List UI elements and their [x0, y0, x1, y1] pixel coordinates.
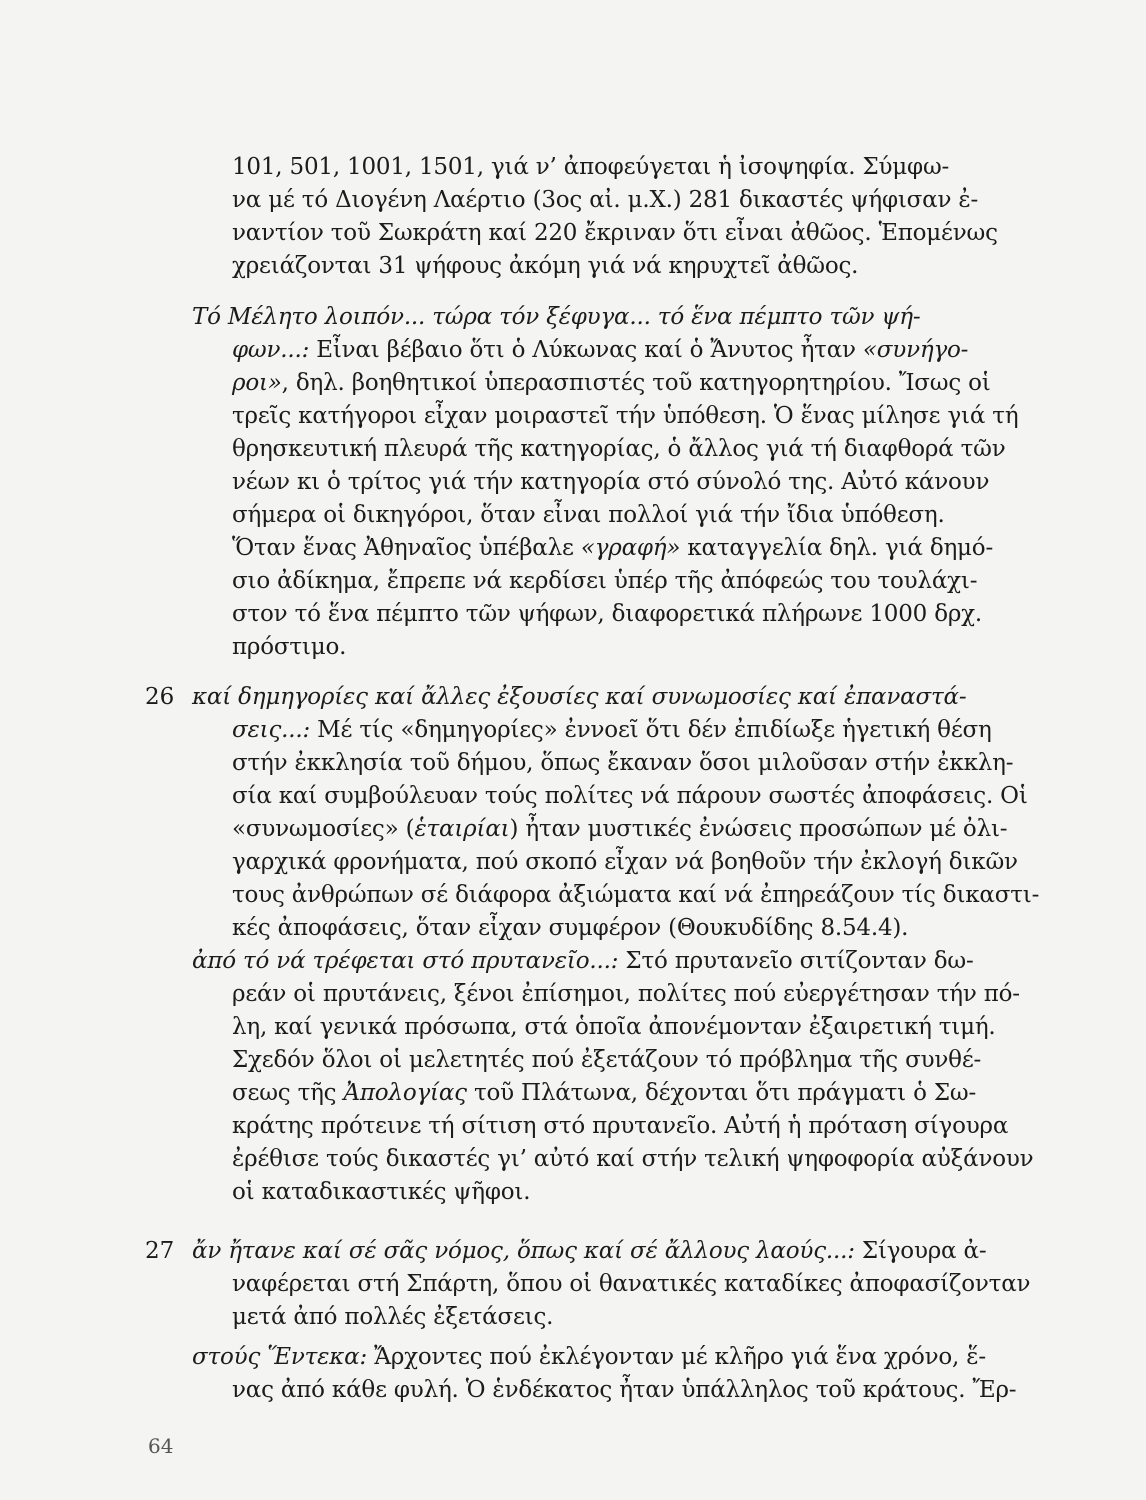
text-fragment: ) ἦταν μυστικές ἐνώσεις προσώπων μέ ὀλι- — [509, 816, 1008, 842]
text-line — [232, 335, 969, 365]
text-line: ἐρέθισε τούς δικαστές γι’ αὐτό καί στήν τελική ψηφοφορία αὐξάνουν — [232, 1146, 1034, 1172]
text-line: στήν ἐκκλησία τοῦ δήμου, ὅπως ἔκαναν ὅσοι μιλοῦσαν στήν ἐκκλη- — [232, 750, 1014, 776]
text-line: ρεάν οἱ πρυτάνεις, ξένοι ἐπίσημοι, πολίτες πού εὐεργέτησαν τήν πό- — [232, 981, 1020, 1007]
page-number: 64 — [148, 1434, 174, 1458]
text-line: γαρχικά φρονήματα, πού σκοπό εἶχαν νά βοηθοῦν τήν ἐκλογή δικῶν — [232, 849, 1018, 875]
note-number: 26 — [145, 684, 175, 710]
text-line — [232, 715, 992, 745]
text-line — [232, 368, 991, 398]
text-fragment: Στό πρυτανεῖο σιτίζονταν δω- — [618, 948, 974, 974]
text-fragment: Εἶναι βέβαιο ὅτι ὁ Λύκωνας καί ὁ Ἄνυτος ἦταν — [309, 337, 863, 363]
text-line: σιο ἀδίκημα, ἔπρεπε νά κερδίσει ὑπέρ τῆς ἀπόφεώς του τουλάχι- — [232, 568, 978, 594]
note-number: 27 — [145, 1238, 175, 1264]
text-fragment: σεως τῆς — [232, 1080, 344, 1106]
text-line: 101, 501, 1001, 1501, γιά ν’ ἀποφεύγεται ἡ ἰσοψηφία. Σύμφω- — [232, 154, 950, 180]
text-line — [232, 1078, 977, 1108]
lemma-fragment: ἄν ἤτανε καί σέ σᾶς νόμος, ὅπως καί σέ ἄλλους λαούς...: — [192, 1238, 855, 1264]
text-line: τους ἀνθρώπων σέ διάφορα ἀξιώματα καί νά ἐπηρεάζουν τίς δικαστι- — [232, 882, 1040, 908]
text-line — [192, 946, 974, 976]
text-line: τρεῖς κατήγοροι εἶχαν μοιραστεῖ τήν ὑπόθεση. Ὁ ἕνας μίλησε γιά τή — [232, 403, 1019, 429]
text-line — [232, 814, 1008, 844]
quote-fragment: «γραφή» — [580, 535, 681, 561]
text-line: ναφέρεται στή Σπάρτη, ὅπου οἱ θανατικές καταδίκες ἀποφασίζονταν — [232, 1271, 1031, 1297]
text-line — [192, 1342, 986, 1372]
text-line: σία καί συμβούλευαν τούς πολίτες νά πάρουν σωστές ἀποφάσεις. Οἱ — [232, 783, 1028, 809]
text-line: θρησκευτική πλευρά τῆς κατηγορίας, ὁ ἄλλος γιά τή διαφθορά τῶν — [232, 436, 1006, 462]
text-fragment: Ὅταν ἕνας Ἀθηναῖος ὑπέβαλε — [232, 535, 581, 561]
text-line: νέων κι ὁ τρίτος γιά τήν κατηγορία στό σύνολό της. Αὐτό κάνουν — [232, 469, 990, 495]
lemma-fragment: φων...: — [232, 337, 310, 363]
text-line — [232, 533, 994, 563]
text-line: μετά ἀπό πολλές ἐξετάσεις. — [232, 1304, 554, 1330]
text-line: Σχεδόν ὅλοι οἱ μελετητές πού ἐξετάζουν τό πρόβλημα τῆς συνθέ- — [232, 1047, 982, 1073]
quote-fragment: «συνήγο- — [862, 337, 969, 363]
text-line: χρειάζονται 31 ψήφους ἀκόμη γιά νά κηρυχτεῖ ἀθῶος. — [232, 253, 859, 279]
lemma-fragment: σεις...: — [232, 717, 311, 743]
text-line: κράτης πρότεινε τή σίτιση στό πρυτανεῖο. Αὐτή ἡ πρόταση σίγουρα — [232, 1113, 1009, 1139]
text-fragment: Σίγουρα ἀ- — [854, 1238, 987, 1264]
text-line: κές ἀποφάσεις, ὅταν εἶχαν συμφέρον (Θουκυδίδης 8.54.4). — [232, 915, 909, 941]
text-line — [192, 1236, 987, 1266]
text-line: οἱ καταδικαστικές ψῆφοι. — [232, 1179, 531, 1205]
text-line: λη, καί γενικά πρόσωπα, στά ὁποῖα ἀπονέμονταν ἐξαιρετική τιμή. — [232, 1014, 996, 1040]
text-line: πρόστιμο. — [232, 634, 347, 660]
text-fragment: Μέ τίς «δημηγορίες» ἐννοεῖ ὅτι δέν ἐπιδίωξε ἡγετική θέση — [310, 717, 992, 743]
text-line: να μέ τό Διογένη Λαέρτιο (3ος αἰ. μ.Χ.) 281 δικαστές ψήφισαν ἐ- — [232, 187, 979, 213]
text-line: νας ἀπό κάθε φυλή. Ὁ ἑνδέκατος ἦταν ὑπάλληλος τοῦ κράτους. Ἔρ- — [232, 1377, 1017, 1403]
text-fragment: Ἄρχοντες πού ἐκλέγονταν μέ κλῆρο γιά ἕνα χρόνο, ἕ- — [367, 1344, 986, 1370]
text-fragment: καταγγελία δηλ. γιά δημό- — [680, 535, 994, 561]
text-line: καί δημηγορίες καί ἄλλες ἐξουσίες καί συνωμοσίες καί ἐπαναστά- — [192, 684, 967, 710]
text-fragment: «συνωμοσίες» ( — [232, 816, 415, 842]
term-fragment: ἑταιρίαι — [414, 816, 510, 842]
lemma-fragment: στούς Ἕντεκα: — [192, 1344, 368, 1370]
text-line: Τό Μέλητο λοιπόν... τώρα τόν ξέφυγα... τό ἕνα πέμπτο τῶν ψή- — [192, 304, 921, 330]
text-line: σήμερα οἱ δικηγόροι, ὅταν εἶναι πολλοί γιά τήν ἴδια ὑπόθεση. — [232, 502, 945, 528]
text-fragment: τοῦ Πλάτωνα, δέχονται ὅτι πράγματι ὁ Σω- — [466, 1080, 977, 1106]
lemma-fragment: ἀπό τό νά τρέφεται στό πρυτανεῖο...: — [192, 948, 619, 974]
text-line: ναντίον τοῦ Σωκράτη καί 220 ἔκριναν ὅτι εἶναι ἀθῶος. Ἑπομένως — [232, 220, 998, 246]
text-fragment: , δηλ. βοηθητικοί ὑπερασπιστές τοῦ κατηγορητηρίου. Ἴσως οἱ — [281, 370, 991, 396]
title-fragment: Ἀπολογίας — [343, 1080, 467, 1106]
text-line: στον τό ἕνα πέμπτο τῶν ψήφων, διαφορετικά πλήρωνε 1000 δρχ. — [232, 601, 983, 627]
quote-fragment: ροι» — [232, 370, 282, 396]
